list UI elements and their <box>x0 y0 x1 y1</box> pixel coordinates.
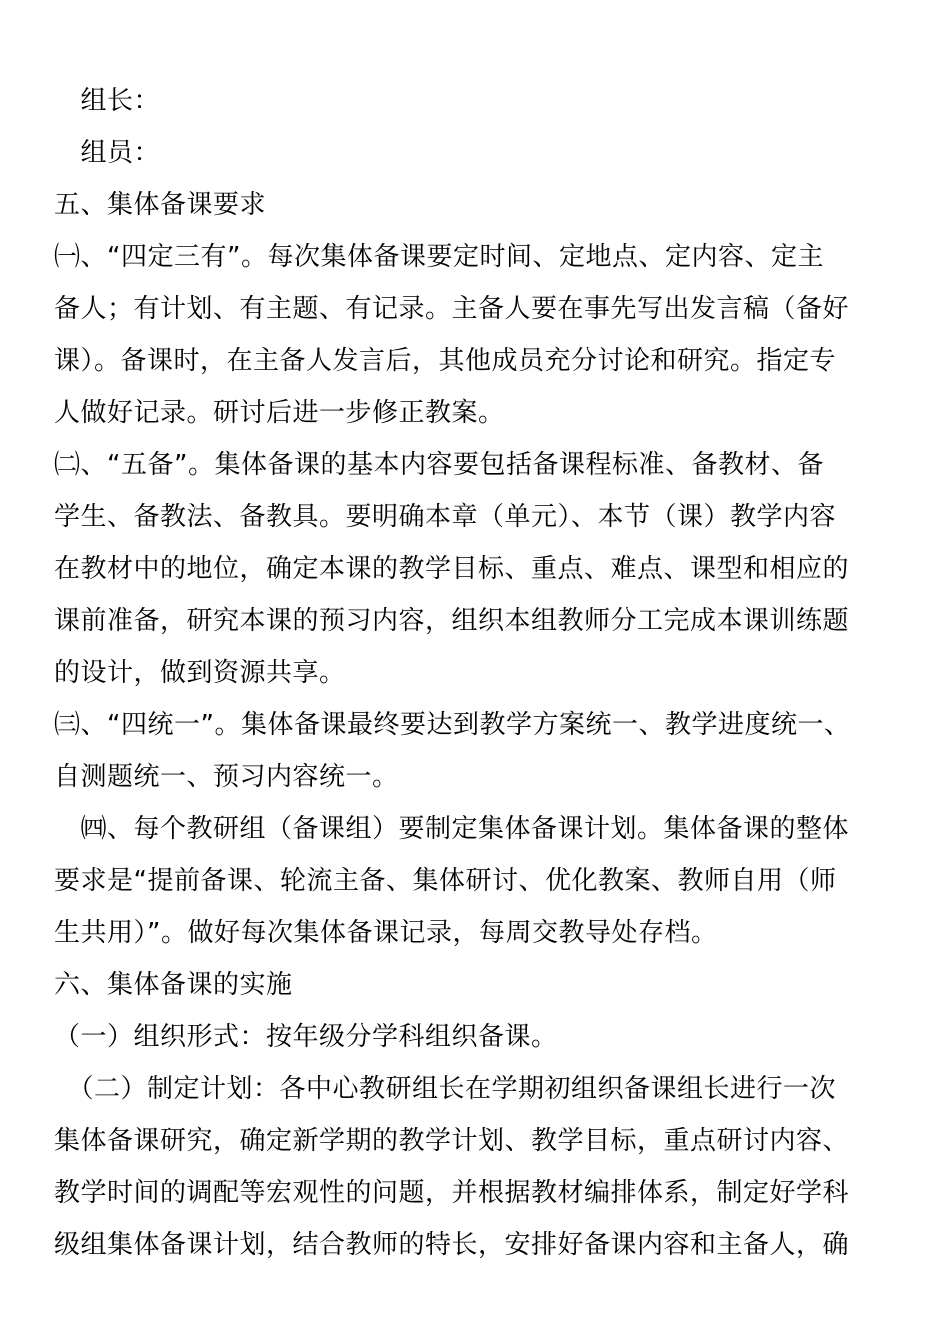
text-line: 备人；有计划、有主题、有记录。主备人要在事先写出发言稿（备好 <box>54 294 850 324</box>
section-heading: 六、集体备课的实施 <box>54 970 293 1000</box>
text-line: 组长： <box>54 86 161 116</box>
text-line: 级组集体备课计划，结合教师的特长，安排好备课内容和主备人，确 <box>54 1230 850 1260</box>
text-line: 组员： <box>54 138 161 168</box>
text-line: 的设计，做到资源共享。 <box>54 658 346 688</box>
text-line: 生共用）”。做好每次集体备课记录，每周交教导处存档。 <box>54 918 718 948</box>
section-heading: 五、集体备课要求 <box>54 190 267 220</box>
text-line: ㈣、每个教研组（备课组）要制定集体备课计划。集体备课的整体 <box>54 814 850 844</box>
text-line: 自测题统一、预习内容统一。 <box>54 762 399 792</box>
text-line: 学生、备教法、备教具。要明确本章（单元）、本节（课）教学内容 <box>54 502 837 532</box>
text-line: 课前准备，研究本课的预习内容，组织本组教师分工完成本课训练题 <box>54 606 850 636</box>
text-line: ㈢、“四统一”。集体备课最终要达到教学方案统一、教学进度统一、 <box>54 710 851 740</box>
text-line: （一）组织形式：按年级分学科组织备课。 <box>54 1022 558 1052</box>
text-line: 人做好记录。研讨后进一步修正教案。 <box>54 398 505 428</box>
text-line: 集体备课研究，确定新学期的教学计划、教学目标，重点研讨内容、 <box>54 1126 850 1156</box>
text-line: ㈠、“四定三有”。每次集体备课要定时间、定地点、定内容、定主 <box>54 242 824 272</box>
text-line: 教学时间的调配等宏观性的问题，并根据教材编排体系，制定好学科 <box>54 1178 850 1208</box>
text-line: 在教材中的地位，确定本课的教学目标、重点、难点、课型和相应的 <box>54 554 850 584</box>
text-line: 要求是“提前备课、轮流主备、集体研讨、优化教案、教师自用（师 <box>54 866 837 896</box>
text-line: （二）制定计划：各中心教研组长在学期初组织备课组长进行一次 <box>54 1074 837 1104</box>
text-line: 课）。备课时，在主备人发言后，其他成员充分讨论和研究。指定专 <box>54 346 837 376</box>
text-line: ㈡、“五备”。集体备课的基本内容要包括备课程标准、备教材、备 <box>54 450 824 480</box>
